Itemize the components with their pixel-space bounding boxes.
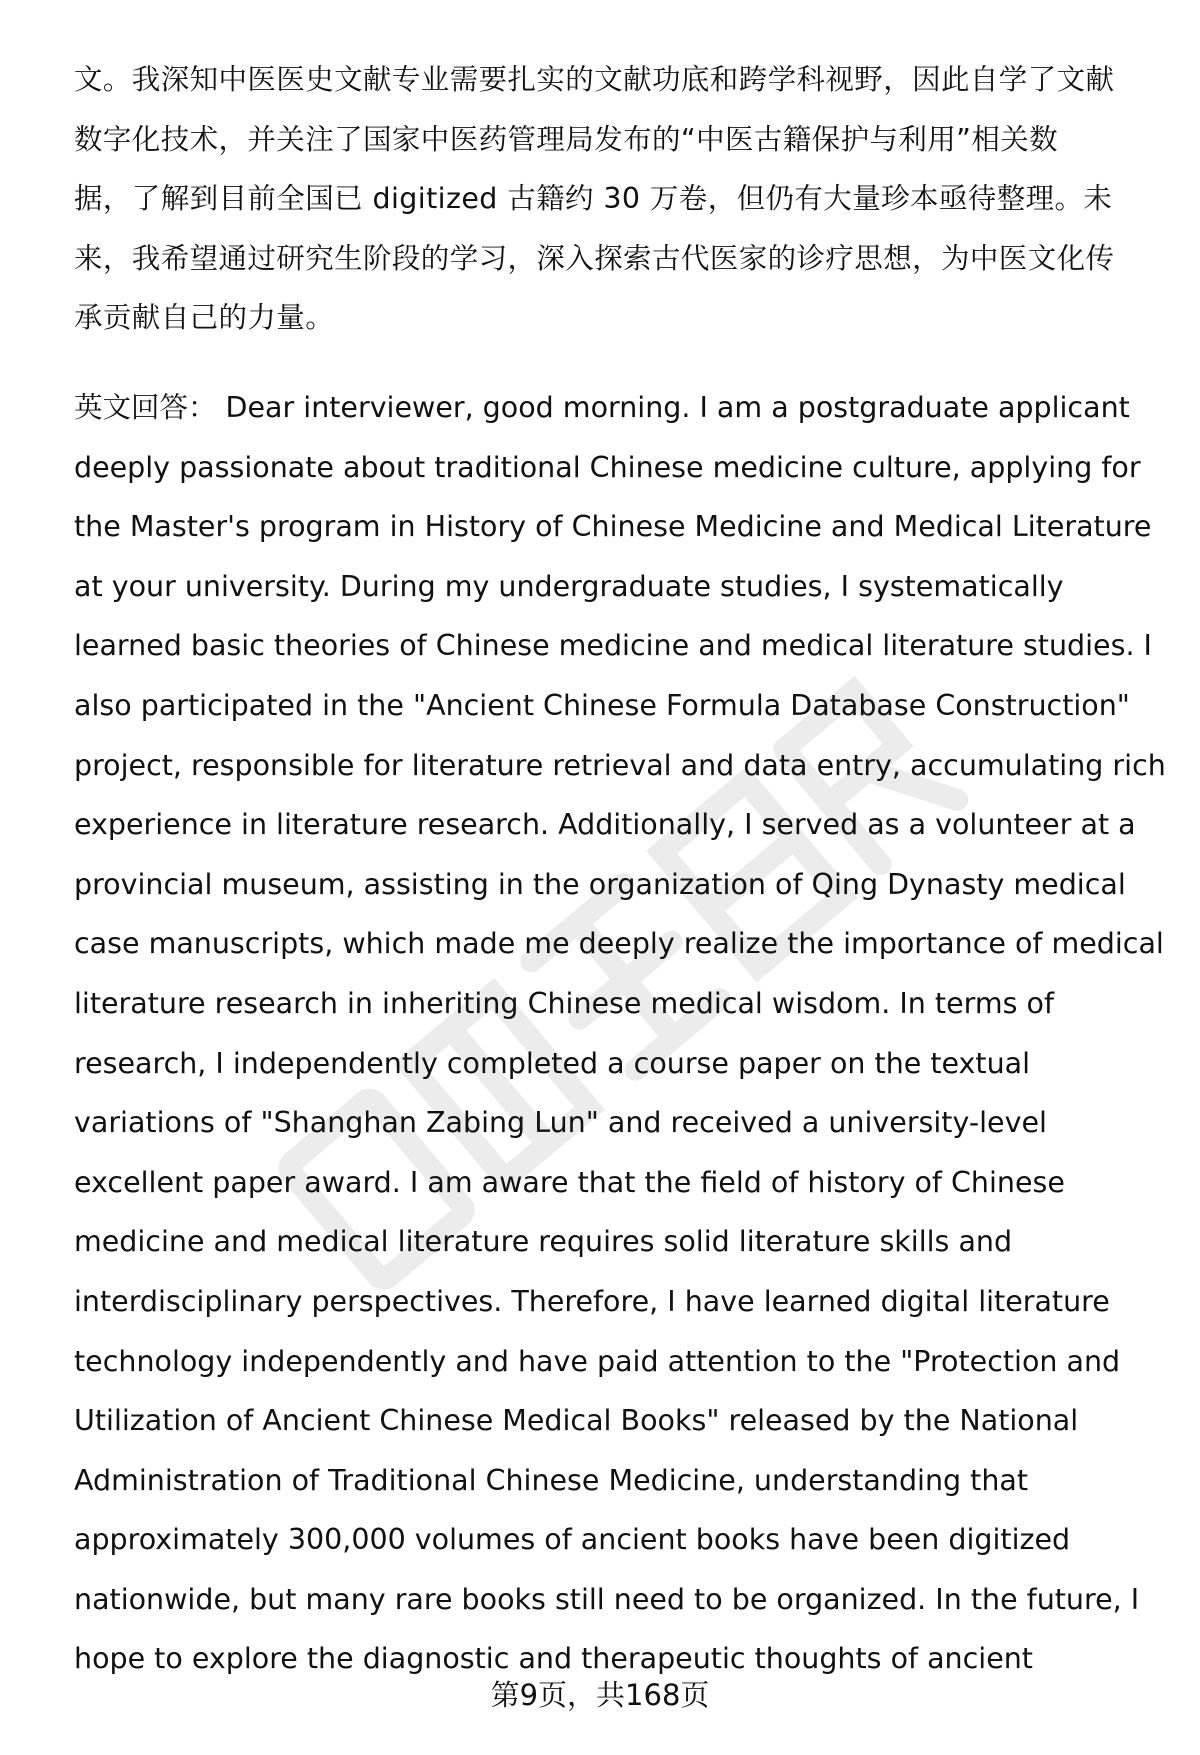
paragraph-line: variations of "Shanghan Zabing Lun" and received a university-level — [74, 1106, 1047, 1140]
paragraph-line: research, I independently completed a course paper on the textual — [74, 1046, 1031, 1080]
paragraph-line: 承贡献自己的力量。 — [74, 301, 335, 335]
paragraph-line: approximately 300,000 volumes of ancient books have been digitized — [74, 1523, 1071, 1557]
paragraph-line: 数字化技术，并关注了国家中医药管理局发布的“中医古籍保护与利用”相关数 — [74, 122, 1059, 156]
paragraph-line: learned basic theories of Chinese medicine and medical literature studies. I — [74, 629, 1152, 663]
paragraph-line: nationwide, but many rare books still need to be organized. In the future, I — [74, 1582, 1140, 1616]
paragraph-line: the Master's program in History of Chinese Medicine and Medical Literature — [74, 510, 1152, 544]
paragraph-line: also participated in the "Ancient Chinese Formula Database Construction" — [74, 688, 1130, 722]
chinese-paragraph — [74, 50, 1154, 348]
paragraph-line: at your university. During my undergraduate studies, I systematically — [74, 569, 1064, 603]
paragraph-line: 文。我深知中医医史文献专业需要扎实的文献功底和跨学科视野，因此自学了文献 — [74, 63, 1115, 96]
paragraph-line: excellent paper award. I am aware that the field of history of Chinese — [74, 1165, 1065, 1199]
paragraph-line: 来，我希望通过研究生阶段的学习，深入探索古代医家的诊疗思想，为中医文化传 — [74, 241, 1115, 275]
paragraph-line: provincial museum, assisting in the organization of Qing Dynasty medical — [74, 867, 1126, 901]
paragraph-line: hope to explore the diagnostic and therapeutic thoughts of ancient — [74, 1642, 1033, 1676]
paragraph-line: 据，了解到目前全国已 digitized 古籍约 30 万卷，但仍有大量珍本亟待整理。未 — [74, 182, 1113, 216]
page-number-footer: 第9页，共168页 — [490, 1678, 710, 1712]
paragraph-line: case manuscripts, which made me deeply realize the importance of medical — [74, 927, 1164, 961]
paragraph-line: literature research in inheriting Chinese medical wisdom. In terms of — [74, 986, 1054, 1020]
paragraph-line: project, responsible for literature retrieval and data entry, accumulating rich — [74, 748, 1166, 782]
paragraph-line: Utilization of Ancient Chinese Medical Books" released by the National — [74, 1404, 1079, 1438]
paragraph-line: 英文回答： Dear interviewer, good morning. I am a postgraduate applicant — [74, 391, 1130, 424]
paragraph-line: experience in literature research. Additionally, I served as a volunteer at a — [74, 808, 1136, 842]
paragraph-line: Administration of Traditional Chinese Medicine, understanding that — [74, 1463, 1029, 1497]
english-answer-paragraph — [74, 378, 1166, 1689]
paragraph-line: interdisciplinary perspectives. Therefore, I have learned digital literature — [74, 1284, 1110, 1318]
paragraph-line: technology independently and have paid attention to the "Protection and — [74, 1344, 1121, 1378]
paragraph-line: medicine and medical literature requires solid literature skills and — [74, 1225, 1013, 1259]
paragraph-line: deeply passionate about traditional Chinese medicine culture, applying for — [74, 450, 1141, 484]
